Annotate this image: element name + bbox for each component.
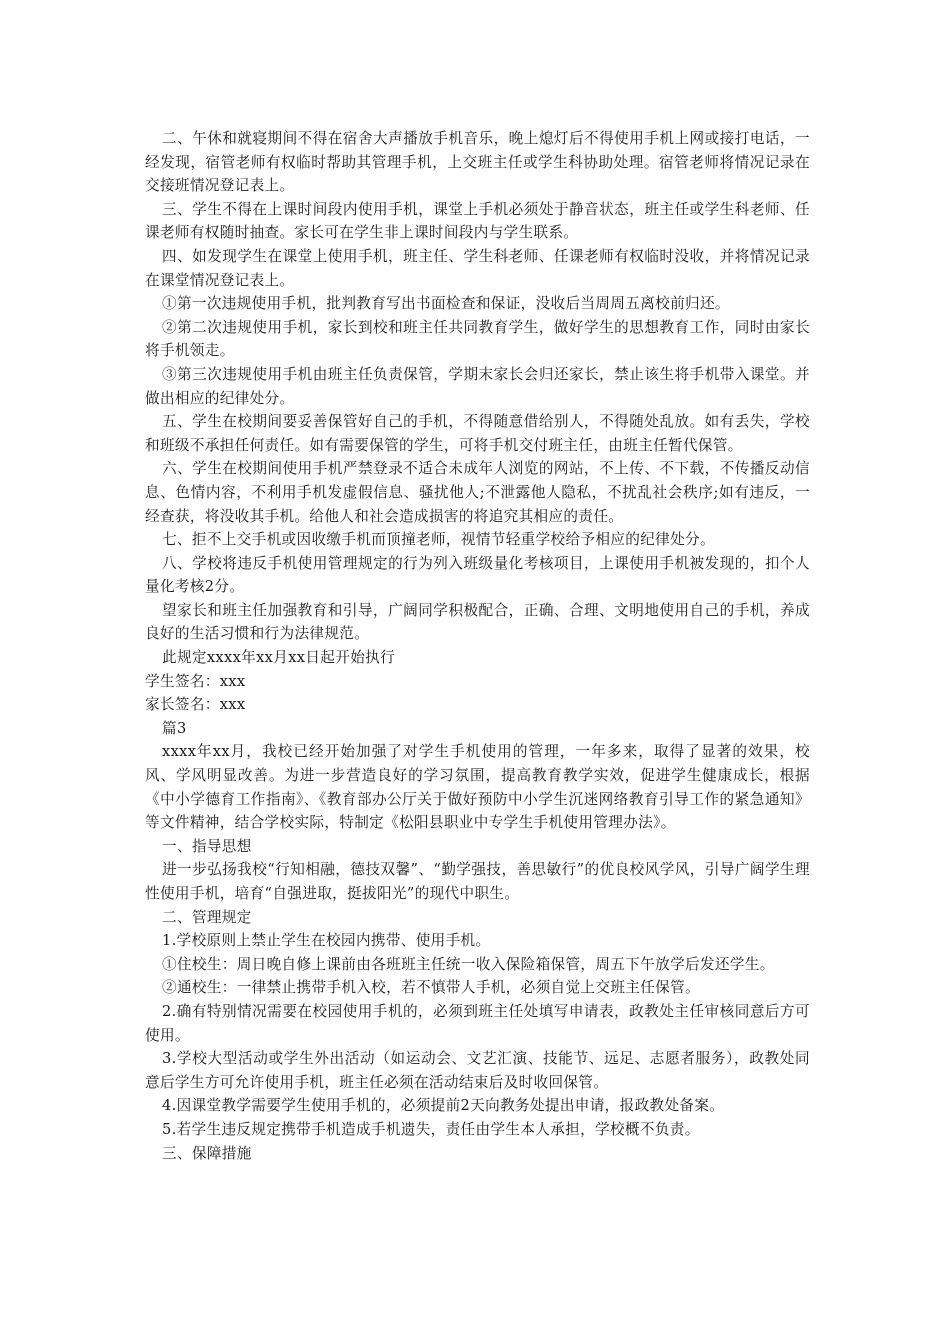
paragraph-effective-date: 此规定xxxx年xx月xx日起开始执行 [162, 649, 396, 667]
paragraph-third-violation: ③第三次违规使用手机由班主任负责保管，学期末家长会归还家长，禁止该生将手机带入课堂。并做出相应的纪律处分。 [145, 365, 810, 407]
paragraph-mgmt-4: 4.因课堂教学需要学生使用手机的，必须提前2天向教务处提出申请，报政教处备案。 [162, 1097, 725, 1115]
paragraph-rule-2: 二、午休和就寝期间不得在宿舍大声播放手机音乐，晚上熄灯后不得使用手机上网或接打电话，一经发现，宿管老师有权临时帮助其管理手机，上交班主任或学生科协助处理。宿管老师将情况记录在交接班情况登记表上。 [145, 130, 810, 195]
paragraph-rule-4: 四、如发现学生在课堂上使用手机，班主任、学生科老师、任课老师有权临时没收，并将情况记录在课堂情况登记表上。 [145, 247, 810, 289]
section-heading-part-3: 篇3 [162, 719, 187, 737]
paragraph-mgmt-1: 1.学校原则上禁止学生在校园内携带、使用手机。 [162, 932, 491, 950]
document-body [145, 127, 810, 1165]
paragraph-intro: xxxx年xx月，我校已经开始加强了对学生手机使用的管理，一年多来，取得了显著的效果，校风、学风明显改善。为进一步营造良好的学习氛围，提高教育教学实效，促进学生健康成长，根据《中小学德育工作指南》、《教育部办公厅关于做好预防中小学生沉迷网络教育引导工作的紧急通知》等文件精神，结合学校实际，特制定《松阳县职业中专学生手机使用管理办法》。 [145, 743, 810, 832]
heading-management-rules: 二、管理规定 [162, 908, 252, 926]
paragraph-rule-5: 五、学生在校期间要妥善保管好自己的手机，不得随意借给别人，不得随处乱放。如有丢失，学校和班级不承担任何责任。如有需要保管的学生，可将手机交付班主任，由班主任暂代保管。 [145, 413, 810, 454]
paragraph-appeal: 望家长和班主任加强教育和引导，广阔同学积极配合，正确、合理、文明地使用自己的手机，养成良好的生活习惯和行为法律规范。 [145, 601, 810, 643]
paragraph-rule-7: 七、拒不上交手机或因收缴手机而顶撞老师，视情节轻重学校给予相应的纪律处分。 [162, 531, 715, 549]
parent-signature: 家长签名：xxx [145, 696, 246, 714]
paragraph-rule-3: 三、学生不得在上课时间段内使用手机，课堂上手机必须处于静音状态，班主任或学生科老师、任课老师有权随时抽查。家长可在学生非上课时间段内与学生联系。 [145, 200, 810, 242]
heading-safeguards: 三、保障措施 [162, 1144, 252, 1162]
paragraph-boarding-students: ①住校生：周日晚自修上课前由各班班主任统一收入保险箱保管，周五下午放学后发还学生。 [162, 955, 775, 973]
paragraph-mgmt-5: 5.若学生违反规定携带手机造成手机遗失，责任由学生本人承担，学校概不负责。 [162, 1120, 700, 1138]
heading-guiding-thought: 一、指导思想 [162, 837, 252, 855]
paragraph-mgmt-3: 3.学校大型活动或学生外出活动（如运动会、文艺汇演、技能节、远足、志愿者服务），政教处同意后学生方可允许使用手机，班主任必须在活动结束后及时收回保管。 [145, 1050, 810, 1091]
student-signature: 学生签名：xxx [145, 672, 246, 690]
paragraph-guiding-thought: 进一步弘扬我校“行知相融，德技双馨”、“勤学强技，善思敏行”的优良校风学风，引导广阔学生理性使用手机，培育“自强进取，挺拔阳光”的现代中职生。 [145, 861, 810, 902]
paragraph-day-students: ②通校生：一律禁止携带手机入校，若不慎带人手机，必须自觉上交班主任保管。 [162, 979, 700, 997]
paragraph-second-violation: ②第二次违规使用手机，家长到校和班主任共同教育学生，做好学生的思想教育工作，同时由家长将手机领走。 [145, 318, 810, 360]
paragraph-mgmt-2: 2.确有特别情况需要在校园使用手机的，必须到班主任处填写申请表，政教处主任审核同意后方可使用。 [145, 1002, 810, 1044]
paragraph-rule-6: 六、学生在校期间使用手机严禁登录不适合未成年人浏览的网站，不上传、不下载，不传播反动信息、色情内容，不利用手机发虚假信息、骚扰他人;不泄露他人隐私，不扰乱社会秩序;如有违反，一经查获，将没收其手机。给他人和社会造成损害的将追究其相应的责任。 [145, 460, 810, 525]
paragraph-rule-8: 八、学校将违反手机使用管理规定的行为列入班级量化考核项目，上课使用手机被发现的，扣个人量化考核2分。 [145, 554, 810, 596]
paragraph-first-violation: ①第一次违规使用手机，批判教育写出书面检查和保证，没收后当周周五离校前归还。 [162, 295, 730, 313]
